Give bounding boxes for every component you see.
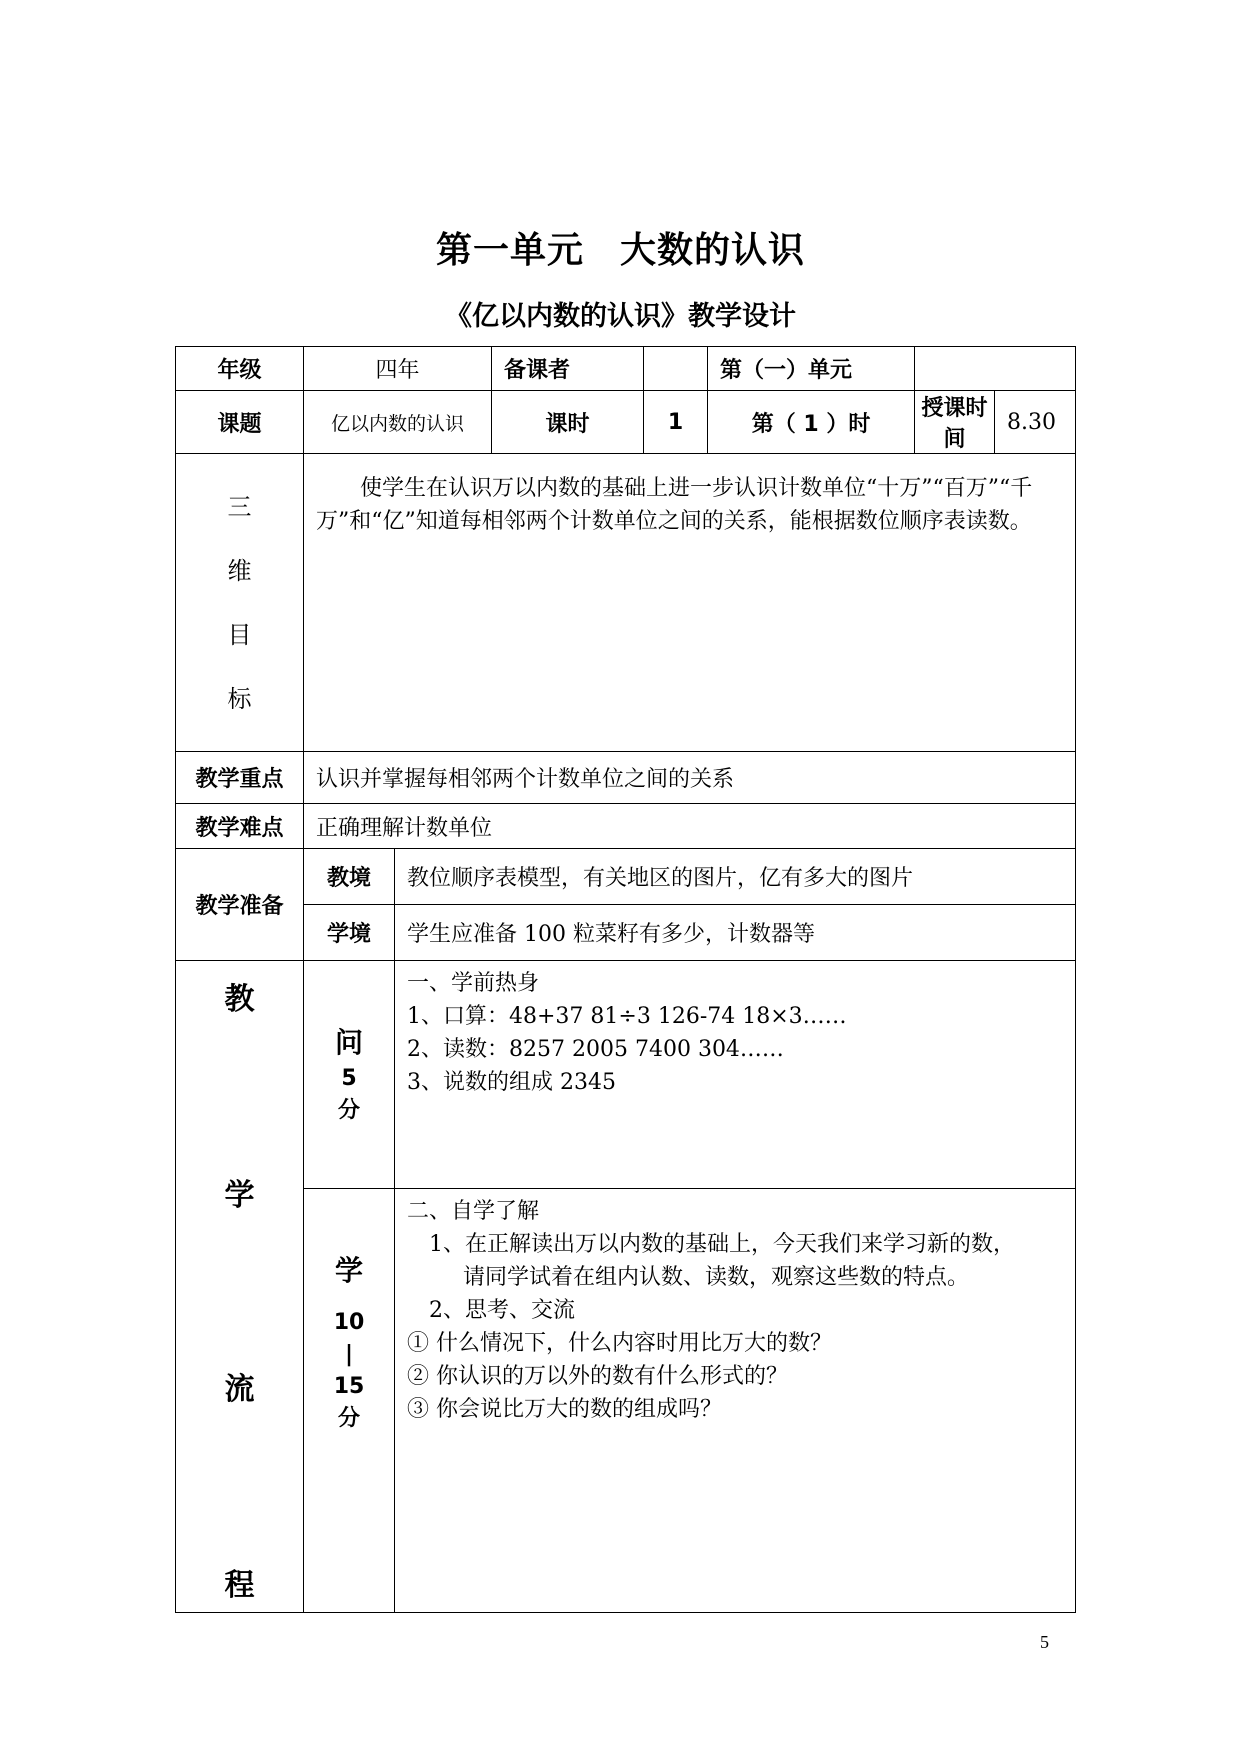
- prep-student-label: 学境: [304, 905, 395, 961]
- lesson-plan-table: [175, 346, 1076, 1613]
- unit-value: [915, 347, 1076, 391]
- process-label-char: 流: [224, 1371, 255, 1407]
- prep-student-row: [176, 905, 1076, 961]
- key-point-label: 教学重点: [176, 752, 304, 804]
- objectives-label-char: 维: [227, 556, 252, 585]
- grade-value: 四年: [304, 347, 492, 391]
- objectives-label-char: 三: [227, 492, 252, 521]
- period-value: 1: [644, 391, 708, 454]
- stage2-question: ② 你认识的万以外的数有什么形式的？: [407, 1364, 788, 1389]
- info-row-1: [176, 347, 1076, 391]
- unit-title-number: 第一单元: [435, 230, 584, 271]
- lesson-number: 第（ 1 ）时: [708, 391, 915, 454]
- stage-ask-row: [176, 961, 1076, 1189]
- preparation-label: 教学准备: [176, 849, 304, 961]
- stage1-name: 问: [334, 1025, 363, 1059]
- prep-teacher-text: 教位顺序表模型，有关地区的图片，亿有多大的图片: [395, 849, 1076, 905]
- stage2-question: ① 什么情况下，什么内容时用比万大的数？: [407, 1331, 832, 1356]
- objectives-label-char: 目: [227, 620, 252, 649]
- difficulty-text: 正确理解计数单位: [304, 804, 1076, 849]
- difficulty-row: [176, 804, 1076, 849]
- objectives-label: [176, 454, 304, 752]
- stage2-content: [395, 1189, 1076, 1613]
- grade-label: 年级: [176, 347, 304, 391]
- stage2-side: [304, 1189, 395, 1613]
- objectives-label-char: 标: [227, 684, 252, 713]
- objectives-row: [176, 454, 1076, 752]
- stage2-heading: 二、自学了解: [407, 1199, 540, 1224]
- unit-title: [0, 222, 1241, 273]
- time-label: 授课时间: [915, 391, 995, 454]
- key-point-text: 认识并掌握每相邻两个计数单位之间的关系: [304, 752, 1076, 804]
- stage1-side: [304, 961, 395, 1189]
- process-label: [176, 961, 304, 1613]
- process-label-char: 教: [224, 981, 255, 1017]
- stage2-item1-a: 1、在正解读出万以内数的基础上，今天我们来学习新的数，: [429, 1232, 1015, 1257]
- page-number: 5: [1040, 1632, 1049, 1652]
- key-point-row: [176, 752, 1076, 804]
- unit-title-name: 大数的认识: [620, 230, 806, 271]
- process-label-char: 程: [224, 1567, 255, 1603]
- prep-teacher-label: 教境: [304, 849, 395, 905]
- topic-value: 亿以内数的认识: [304, 391, 492, 454]
- stage1-line: 3、说数的组成 2345: [407, 1070, 616, 1095]
- stage2-name: 学: [334, 1253, 363, 1287]
- time-value: 8.30: [995, 391, 1076, 454]
- prep-teacher-row: [176, 849, 1076, 905]
- prep-student-text: 学生应准备 100 粒菜籽有多少，计数器等: [395, 905, 1076, 961]
- stage2-item1-b: 请同学试着在组内认数、读数，观察这些数的特点。: [463, 1265, 970, 1290]
- stage2-min-to: 15: [333, 1373, 365, 1399]
- objectives-text: 使学生在认识万以内数的基础上进一步认识计数单位“十万”“百万”“千万”和“亿”知道每相邻两个计数单位之间的关系，能根据数位顺序表读数。: [304, 454, 1076, 752]
- period-label: 课时: [492, 391, 644, 454]
- stage1-unit: 分: [337, 1097, 360, 1123]
- stage2-dash: |: [344, 1341, 354, 1367]
- stage1-content: [395, 961, 1076, 1189]
- difficulty-label: 教学难点: [176, 804, 304, 849]
- info-row-2: [176, 391, 1076, 454]
- unit-label: 第（一）单元: [708, 347, 915, 391]
- topic-label: 课题: [176, 391, 304, 454]
- stage1-minutes: 5: [341, 1065, 357, 1091]
- stage2-question: ③ 你会说比万大的数的组成吗？: [407, 1397, 722, 1422]
- preparer-value: [644, 347, 708, 391]
- process-label-char: 学: [224, 1177, 255, 1213]
- stage2-item2: 2、思考、交流: [429, 1298, 575, 1323]
- preparer-label: 备课者: [492, 347, 644, 391]
- stage1-line: 一、学前热身: [407, 971, 540, 996]
- stage1-line: 1、口算：48+37 81÷3 126-74 18×3……: [407, 1004, 847, 1029]
- stage1-line: 2、读数：8257 2005 7400 304……: [407, 1037, 784, 1062]
- stage2-min-from: 10: [333, 1309, 365, 1335]
- stage-learn-row: [176, 1189, 1076, 1613]
- lesson-subtitle: 《亿以内数的认识》教学设计: [445, 301, 796, 332]
- stage2-unit: 分: [337, 1405, 360, 1431]
